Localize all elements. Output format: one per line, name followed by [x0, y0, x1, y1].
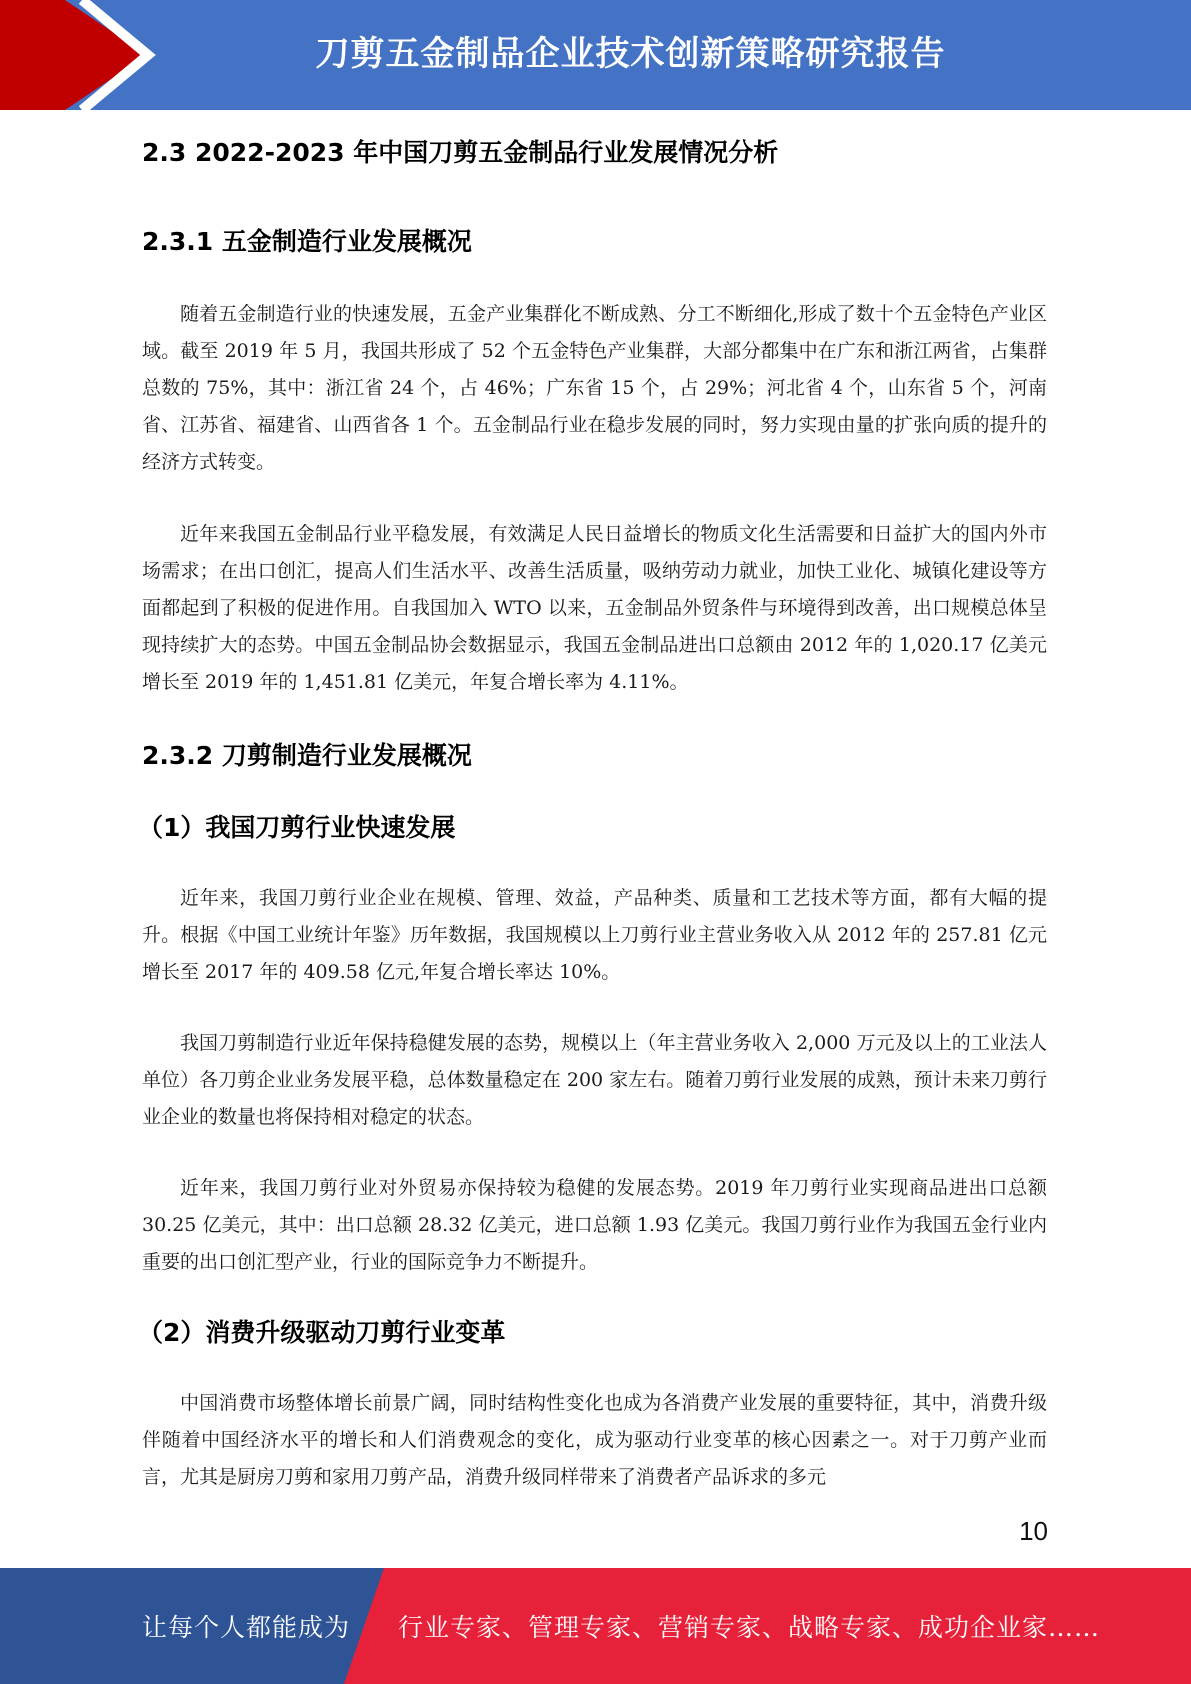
page-footer [0, 1568, 1191, 1684]
subheading-consumption-upgrade: （2）消费升级驱动刀剪行业变革 [138, 1318, 506, 1347]
section-heading-2-3: 2.3 2022-2023 年中国刀剪五金制品行业发展情况分析 [142, 138, 779, 167]
paragraph-knife-enterprises: 我国刀剪制造行业近年保持稳健发展的态势，规模以上（年主营业务收入 2,000 万元及以上的工业法人单位）各刀剪企业业务发展平稳，总体数量稳定在 200 家左右。随着刀剪行业发展的成熟，预计未来刀剪行业企业的数量也将保持相对稳定的状态。 [142, 1032, 1047, 1128]
subheading-rapid-development: （1）我国刀剪行业快速发展 [138, 813, 456, 842]
footer-slogan-right: 行业专家、管理专家、营销专家、战略专家、成功企业家…… [398, 1613, 1101, 1642]
section-heading-2-3-2: 2.3.2 刀剪制造行业发展概况 [142, 741, 472, 770]
paragraph-hardware-clusters: 随着五金制造行业的快速发展，五金产业集群化不断成熟、分工不断细化,形成了数十个五金特色产业区域。截至 2019 年 5 月，我国共形成了 52 个五金特色产业集群，大部分都集中在广东和浙江两省，占集群总数的 75%，其中：浙江省 24 个，占 46%；广东省 15 个，占 29%；河北省 4 个，山东省 5 个，河南省、江苏省、福建省、山西省各 1 个。五金制品行业在稳步发展的同时，努力实现由量的扩张向质的提升的经济方式转变。 [142, 303, 1047, 473]
paragraph-knife-trade: 近年来，我国刀剪行业对外贸易亦保持较为稳健的发展态势。2019 年刀剪行业实现商品进出口总额 30.25 亿美元，其中：出口总额 28.32 亿美元，进口总额 1.93 亿美元。我国刀剪行业作为我国五金行业内重要的出口创汇型产业，行业的国际竞争力不断提升。 [142, 1177, 1047, 1273]
paragraph-consumption-upgrade: 中国消费市场整体增长前景广阔，同时结构性变化也成为各消费产业发展的重要特征，其中，消费升级伴随着中国经济水平的增长和人们消费观念的变化，成为驱动行业变革的核心因素之一。对于刀剪产业而言，尤其是厨房刀剪和家用刀剪产品，消费升级同样带来了消费者产品诉求的多元 [142, 1392, 1047, 1488]
paragraph-knife-revenue: 近年来，我国刀剪行业企业在规模、管理、效益，产品种类、质量和工艺技术等方面，都有大幅的提升。根据《中国工业统计年鉴》历年数据，我国规模以上刀剪行业主营业务收入从 2012 年的 257.81 亿元增长至 2017 年的 409.58 亿元,年复合增长率达 10%。 [142, 887, 1047, 983]
footer-slogan-left: 让每个人都能成为 [142, 1613, 351, 1642]
page-number: 10 [1019, 1516, 1048, 1546]
paragraph-hardware-trade: 近年来我国五金制品行业平稳发展，有效满足人民日益增长的物质文化生活需要和日益扩大的国内外市场需求；在出口创汇，提高人们生活水平、改善生活质量，吸纳劳动力就业，加快工业化、城镇化建设等方面都起到了积极的促进作用。自我国加入 WTO 以来，五金制品外贸条件与环境得到改善，出口规模总体呈现持续扩大的态势。中国五金制品协会数据显示，我国五金制品进出口总额由 2012 年的 1,020.17 亿美元增长至 2019 年的 1,451.81 亿美元，年复合增长率为 4.11%。 [142, 523, 1047, 693]
report-title: 刀剪五金制品企业技术创新策略研究报告 [315, 34, 946, 74]
section-heading-2-3-1: 2.3.1 五金制造行业发展概况 [142, 227, 472, 256]
page-header [0, 0, 1191, 110]
